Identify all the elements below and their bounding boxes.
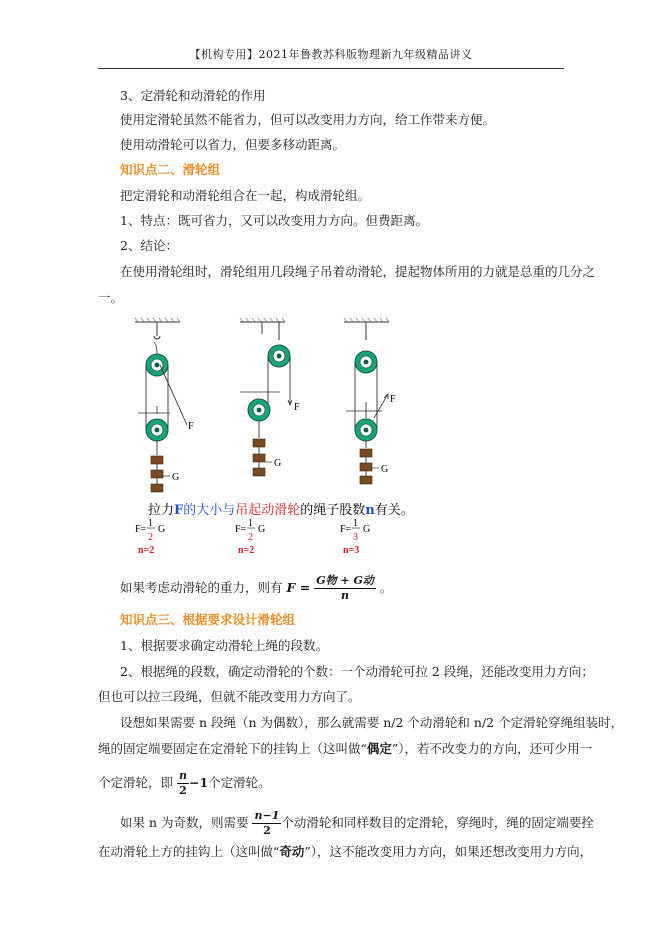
kp3-p2b xyxy=(98,844,592,860)
force-label-2: F xyxy=(294,402,300,413)
kp3-p2a xyxy=(120,808,594,838)
kp2-intro: 把定滑轮和动滑轮组合在一起，构成滑轮组。 xyxy=(120,188,371,203)
n-label-1: n=2 xyxy=(138,545,155,556)
svg-text:G: G xyxy=(363,524,371,535)
pulley-system-2 xyxy=(240,322,300,476)
formula-numerator: G物 + G动 xyxy=(316,574,374,587)
kp3-step1: 1、根据要求确定动滑轮上绳的段数。 xyxy=(120,638,328,653)
kp2-title: 知识点二、滑轮组 xyxy=(120,162,221,177)
svg-text:3: 3 xyxy=(353,532,358,543)
kp3-p2a-part1: 如果 n 为奇数，则需要 xyxy=(120,815,249,830)
svg-text:1: 1 xyxy=(248,518,253,529)
weight-label-2: G xyxy=(274,458,282,469)
force-label-1: F xyxy=(188,421,194,432)
formula-line xyxy=(120,574,392,603)
kp3-p1b xyxy=(98,741,592,757)
kp2-body2: 一。 xyxy=(98,290,124,305)
pulley-system-3 xyxy=(346,322,396,484)
formula-suffix: 。 xyxy=(379,580,393,595)
svg-text:2: 2 xyxy=(148,532,153,543)
kp3-p1c-fraction: $\frac{n}{2}$ xyxy=(179,769,187,797)
kp3-p2a-fraction: $\frac{n-1}{2}$ xyxy=(254,809,280,837)
svg-text:G: G xyxy=(258,524,266,535)
kp3-p1c-part2: 个定滑轮。 xyxy=(208,775,271,790)
n-label-2: n=2 xyxy=(238,545,255,556)
kp3-title: 知识点三、根据要求设计滑轮组 xyxy=(120,612,296,627)
kp3-p2b-part2: ”），这不能改变用力方向，如果还想改变用力方向， xyxy=(304,844,593,859)
kp2-conclusion: 2、结论： xyxy=(120,238,178,253)
kp3-p1b-bold: 偶定 xyxy=(366,741,392,756)
page-header: 【机构专用】2021年鲁教苏科版物理新九年级精品讲义 xyxy=(98,46,564,69)
formula-denominator: n xyxy=(341,589,350,602)
kp3-step2a: 2、根据绳的段数，确定动滑轮的个数：一个动滑轮可拉 2 段绳，还能改变用力方向； xyxy=(120,664,594,679)
equation-2 xyxy=(235,518,265,556)
kp3-step2b: 但也可以拉三段绳，但就不能改变用力方向了。 xyxy=(98,689,361,704)
kp3-p2b-part1: 在动滑轮上方的挂钩上（这叫做“ xyxy=(98,844,280,859)
section3-line1: 使用定滑轮虽然不能省力，但可以改变用力方向，给工作带来方便。 xyxy=(120,112,496,127)
kp3-p1c-tail: −1 xyxy=(189,775,209,790)
pulley-system-1 xyxy=(138,322,194,492)
ceiling-1 xyxy=(135,318,180,322)
pulley-figure xyxy=(130,318,414,564)
kp3-p1b-part2: ”），若不改变力的方向，还可少用一 xyxy=(391,741,593,756)
svg-text:2: 2 xyxy=(248,532,253,543)
kp2-body1: 在使用滑轮组时，滑轮组用几段绳子吊着动滑轮，提起物体所用的力就是总重的几分之 xyxy=(120,264,596,279)
svg-text:1: 1 xyxy=(148,518,153,529)
equation-3 xyxy=(340,518,370,556)
section3-title: 3、定滑轮和动滑轮的作用 xyxy=(120,88,266,103)
kp3-p2a-part2: 个动滑轮和同样数目的定滑轮，穿绳时，绳的固定端要拴 xyxy=(281,815,594,830)
section3-line2: 使用动滑轮可以省力，但要多移动距离。 xyxy=(120,137,346,152)
formula-lhs: F = xyxy=(286,580,311,595)
n-label-3: n=3 xyxy=(343,545,360,556)
kp3-p1b-part1: 绳的固定端要固定在定滑轮下的挂钩上（这叫做“ xyxy=(98,741,367,756)
kp3-p2b-bold: 奇动 xyxy=(279,844,305,859)
kp2-feature: 1、特点：既可省力，又可以改变用力方向。但费距离。 xyxy=(120,213,428,228)
pulley-diagram xyxy=(130,318,414,564)
kp3-p1c xyxy=(98,768,271,798)
svg-text:F=: F= xyxy=(135,524,147,535)
svg-text:G: G xyxy=(158,524,166,535)
equation-1 xyxy=(135,518,165,556)
kp3-p1a: 设想如果需要 n 段绳（n 为偶数），那么就需要 n/2 个动滑轮和 n/2 个定滑轮穿绳组装时， xyxy=(120,715,624,730)
weight-label-3: G xyxy=(381,464,389,475)
svg-text:1: 1 xyxy=(353,518,358,529)
weight-label-1: G xyxy=(172,472,180,483)
ceiling-3 xyxy=(344,318,389,322)
formula-fraction xyxy=(314,574,376,603)
figure-caption: 拉力F的大小与吊起动滑轮的绳子股数n有关。 xyxy=(148,503,414,518)
kp3-p1c-part1: 个定滑轮，即 xyxy=(98,775,174,790)
ceiling-2 xyxy=(240,318,285,322)
svg-text:F=: F= xyxy=(235,524,247,535)
svg-text:F=: F= xyxy=(340,524,352,535)
force-label-3: F xyxy=(390,394,396,405)
formula-prefix: 如果考虑动滑轮的重力，则有 xyxy=(120,580,283,595)
